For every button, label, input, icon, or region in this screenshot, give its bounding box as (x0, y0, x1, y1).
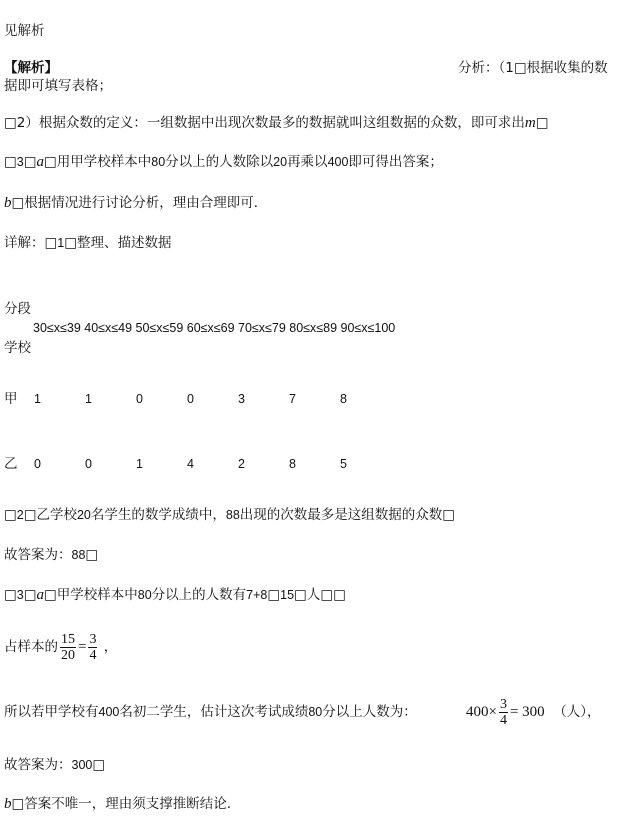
table-cell: 5 (340, 457, 347, 471)
solution-part-3a: □3□a□甲学校样本中80分以上的人数有7+8□15□人□□ (4, 587, 346, 603)
table-corner-top: 分段 (4, 301, 31, 317)
answer-part-3: 故答案为：300□ (4, 757, 106, 773)
table-cell: 8 (289, 457, 296, 471)
analysis-heading: 【解析】 (4, 60, 58, 76)
var-b: b (4, 796, 12, 812)
estimate-line: 所以若甲学校有400名初二学生，估计这次考试成绩80分以上人数为： (4, 704, 417, 720)
table-cell: 4 (187, 457, 194, 471)
analysis-intro-label: 分析：（1 (458, 60, 514, 76)
step-text: 即可得出答案； (348, 154, 443, 170)
analysis-intro-text: 根据收集的数 (526, 60, 608, 76)
analysis-step-3b: b□根据情况进行讨论分析，理由合理即可． (4, 195, 268, 211)
table-cell: 0 (85, 457, 92, 471)
table-cell: 8 (340, 392, 347, 406)
fraction: $\frac{3}{4}$ (89, 631, 97, 663)
analysis-intro-continued: 据即可填写表格； (4, 78, 112, 94)
solution-part-3b: b□答案不唯一，理由须支撑推断结论. (4, 796, 232, 812)
fraction: $\frac{3}{4}$ (499, 696, 507, 728)
step-number: 3 (16, 155, 24, 169)
var-b: b (4, 195, 12, 211)
step-text: 用甲学校样本中 (56, 154, 152, 170)
table-row-school-b: 乙 (4, 456, 18, 472)
step-text: 分以上的人数除以 (165, 154, 274, 170)
ratio-line: 占样本的 $\frac{15}{20}$ = $\frac{3}{4}$ ， (4, 631, 118, 663)
table-cell: 2 (238, 457, 245, 471)
solution-part-2: □2□乙学校20名学生的数学成绩中，88出现的次数最多是这组数据的众数□ (4, 507, 456, 523)
analysis-step-2-text: 2）根据众数的定义：一组数据中出现次数最多的数据就叫这组数据的众数，即可求出 (16, 115, 525, 131)
estimate-calculation: 400× $\frac{3}{4}$ = 300 （人）， (466, 696, 601, 728)
table-cell: 1 (136, 457, 143, 471)
num-80: 80 (151, 155, 166, 169)
num-20: 20 (273, 155, 288, 169)
analysis-step-2: □2）根据众数的定义：一组数据中出现次数最多的数据就叫这组数据的众数，即可求出m□ (4, 115, 549, 131)
table-cell: 0 (34, 457, 41, 471)
var-a: a (36, 154, 44, 170)
analysis-intro: 分析：（1□根据收集的数 (458, 60, 608, 76)
table-row-school-a: 甲 (4, 391, 18, 407)
table-cell: 0 (187, 392, 194, 406)
table-cell: 0 (136, 392, 143, 406)
table-header-ranges: 30≤x≤39 40≤x≤49 50≤x≤59 60≤x≤69 70≤x≤79 80≤x≤89 90≤x≤100 (33, 321, 396, 335)
page-title: 见解析 (4, 23, 45, 39)
var-m: m (524, 115, 536, 131)
fraction: $\frac{15}{20}$ (61, 631, 75, 663)
table-cell: 7 (289, 392, 296, 406)
var-a: a (36, 587, 44, 603)
detail-heading: 详解：□1□整理、描述数据 (4, 235, 172, 251)
table-corner-bottom: 学校 (4, 340, 31, 356)
table-cell: 1 (85, 392, 92, 406)
table-cell: 1 (34, 392, 41, 406)
answer-value: 300 (71, 758, 93, 772)
step-text: 根据情况进行讨论分析，理由合理即可． (24, 195, 268, 211)
table-cell: 3 (238, 392, 245, 406)
analysis-step-3a: □3□a□用甲学校样本中80分以上的人数除以20再乘以400即可得出答案； (4, 154, 443, 170)
step-text: 再乘以 (287, 154, 328, 170)
answer-part-2: 故答案为：88□ (4, 547, 99, 563)
answer-value: 88 (71, 548, 86, 562)
num-400: 400 (327, 155, 349, 169)
